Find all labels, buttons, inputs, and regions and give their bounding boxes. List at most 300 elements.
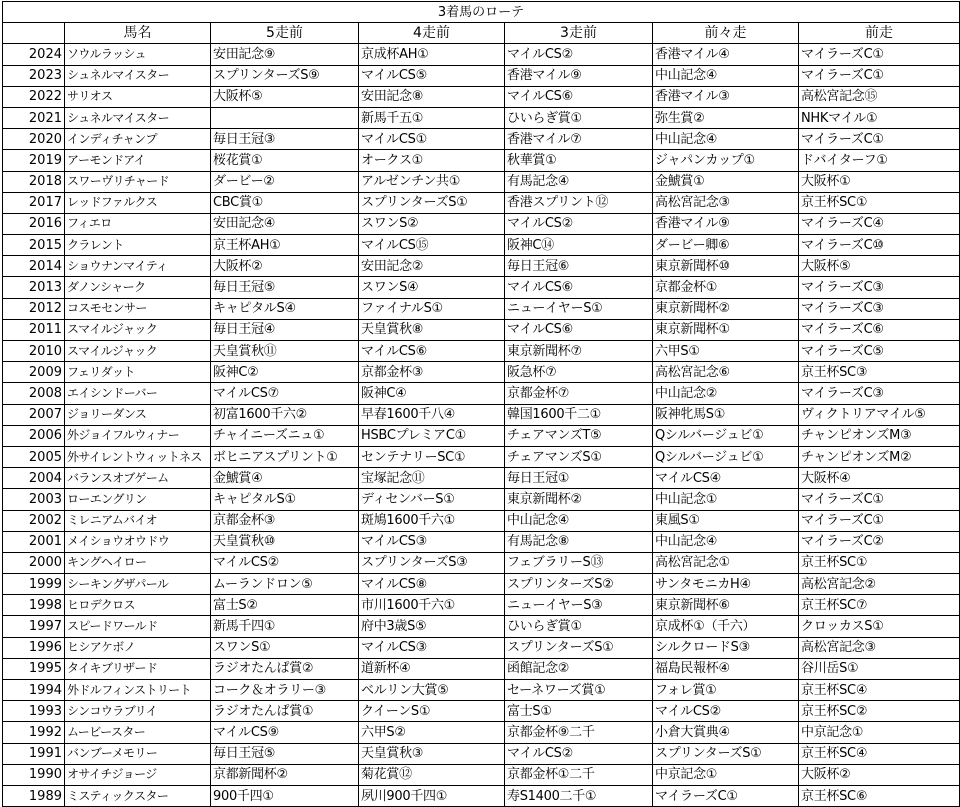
year-cell: 2011 <box>3 319 65 340</box>
horse-name-cell: ミレニアムバイオ <box>65 510 211 531</box>
last-race-cell: マイラーズC③ <box>799 277 960 298</box>
race-4-ago-cell: 府中3歳S⑤ <box>359 616 505 637</box>
table-row <box>3 489 960 510</box>
race-3-ago-cell: 有馬記念⑧ <box>505 531 653 552</box>
race-4-ago-cell: スワンS④ <box>359 277 505 298</box>
year-cell: 2003 <box>3 489 65 510</box>
horse-name-cell: ヒロデクロス <box>65 595 211 616</box>
race-4-ago-cell: オークス① <box>359 150 505 171</box>
horse-name-cell: キングヘイロー <box>65 552 211 573</box>
race-5-ago-cell: 京王杯AH① <box>211 235 359 256</box>
race-3-ago-cell: マイルCS② <box>505 213 653 234</box>
race-3-ago-cell: ニューイヤーS③ <box>505 595 653 616</box>
race-5-ago-cell: チャイニーズニュ① <box>211 425 359 446</box>
last-race-cell: 高松宮記念⑮ <box>799 86 960 107</box>
race-3-ago-cell: チェアマンズS① <box>505 446 653 467</box>
last-race-cell: マイラーズC② <box>799 531 960 552</box>
race-2-ago-cell: 金鯱賞① <box>653 171 799 192</box>
last-race-cell: 京王杯SC① <box>799 552 960 573</box>
last-race-cell: チャンピオンズM③ <box>799 425 960 446</box>
race-5-ago-cell: 京都新聞杯② <box>211 764 359 785</box>
year-cell: 2001 <box>3 531 65 552</box>
race-4-ago-cell: マイルCS⑤ <box>359 65 505 86</box>
last-race-cell: マイラーズC① <box>799 44 960 65</box>
table-row <box>3 680 960 701</box>
race-4-ago-cell: 新馬千五① <box>359 107 505 128</box>
last-race-cell: ヴィクトリアマイル⑤ <box>799 404 960 425</box>
race-2-ago-cell: 中京記念① <box>653 764 799 785</box>
race-4-ago-cell: 斑鳩1600千六① <box>359 510 505 531</box>
race-2-ago-cell: スプリンターズS① <box>653 743 799 764</box>
last-race-cell: 京王杯SC② <box>799 701 960 722</box>
race-2-ago-cell: 弥生賞② <box>653 107 799 128</box>
race-3-ago-cell: ひいらぎ賞① <box>505 616 653 637</box>
horse-name-cell: ローエングリン <box>65 489 211 510</box>
last-race-cell: マイラーズC① <box>799 510 960 531</box>
table-row <box>3 213 960 234</box>
table-row <box>3 637 960 658</box>
race-4-ago-cell: マイルCS① <box>359 129 505 150</box>
race-4-ago-cell: クイーンS① <box>359 701 505 722</box>
race-3-ago-cell: スプリンターズS① <box>505 637 653 658</box>
table-row <box>3 171 960 192</box>
race-3-ago-cell: 毎日王冠⑥ <box>505 256 653 277</box>
race-3-ago-cell: 香港マイル⑨ <box>505 65 653 86</box>
race-4-ago-cell: 宝塚記念⑪ <box>359 468 505 489</box>
race-5-ago-cell: 毎日王冠⑤ <box>211 743 359 764</box>
horse-name-cell: スワーヴリチャード <box>65 171 211 192</box>
race-5-ago-cell: 富士S② <box>211 595 359 616</box>
table-row <box>3 150 960 171</box>
race-4-ago-cell: マイルCS③ <box>359 637 505 658</box>
race-3-ago-cell: 京都金杯①二千 <box>505 764 653 785</box>
table-row <box>3 341 960 362</box>
race-3-ago-cell: 京都金杯⑨二千 <box>505 722 653 743</box>
last-race-cell: 大阪杯⑤ <box>799 256 960 277</box>
race-4-ago-cell: 夙川900千四① <box>359 785 505 806</box>
race-3-ago-cell: マイルCS⑥ <box>505 86 653 107</box>
table-row <box>3 468 960 489</box>
table-row <box>3 256 960 277</box>
race-3-ago-cell: マイルCS⑥ <box>505 277 653 298</box>
race-4-ago-cell: マイルCS⑥ <box>359 341 505 362</box>
last-race-cell: マイラーズC③ <box>799 383 960 404</box>
race-4-ago-cell: マイルCS⑮ <box>359 235 505 256</box>
last-race-cell: 京王杯SC④ <box>799 743 960 764</box>
race-5-ago-cell: 毎日王冠③ <box>211 129 359 150</box>
race-5-ago-cell: ボヒニアスプリント① <box>211 446 359 467</box>
table-row <box>3 129 960 150</box>
race-4-ago-cell: 菊花賞⑫ <box>359 764 505 785</box>
race-2-ago-cell: マイルCS② <box>653 701 799 722</box>
year-cell: 2008 <box>3 383 65 404</box>
year-cell: 1997 <box>3 616 65 637</box>
race-3-ago-cell: マイルCS⑥ <box>505 319 653 340</box>
year-cell: 1992 <box>3 722 65 743</box>
race-4-ago-cell: 道新杯④ <box>359 658 505 679</box>
horse-name-cell: アーモンドアイ <box>65 150 211 171</box>
race-2-ago-cell: 東京新聞杯⑩ <box>653 256 799 277</box>
last-race-cell: マイラーズC① <box>799 129 960 150</box>
race-2-ago-cell: 中山記念④ <box>653 65 799 86</box>
horse-name-cell: ジョリーダンス <box>65 404 211 425</box>
horse-name-cell: スマイルジャック <box>65 341 211 362</box>
horse-name-cell: タイキブリザード <box>65 658 211 679</box>
last-race-cell: 中京記念① <box>799 722 960 743</box>
race-2-ago-cell: Qシルバージュビ① <box>653 425 799 446</box>
table-row <box>3 107 960 128</box>
race-3-ago-cell: チェアマンズT⑤ <box>505 425 653 446</box>
race-2-ago-cell: 中山記念④ <box>653 531 799 552</box>
race-5-ago-cell: 大阪杯② <box>211 256 359 277</box>
year-cell: 2023 <box>3 65 65 86</box>
race-2-ago-cell: 香港マイル③ <box>653 86 799 107</box>
race-5-ago-cell: 天皇賞秋⑩ <box>211 531 359 552</box>
race-5-ago-cell: コーク＆オラリー③ <box>211 680 359 701</box>
year-cell: 1989 <box>3 785 65 806</box>
horse-name-cell: 外ジョイフルウィナー <box>65 425 211 446</box>
year-cell: 2012 <box>3 298 65 319</box>
horse-name-cell: クラレント <box>65 235 211 256</box>
race-5-ago-cell: 安田記念④ <box>211 213 359 234</box>
horse-name-cell: メイショウオウドウ <box>65 531 211 552</box>
table-row <box>3 574 960 595</box>
race-3-ago-cell: 函館記念② <box>505 658 653 679</box>
table-row <box>3 277 960 298</box>
race-2-ago-cell: ジャパンカップ① <box>653 150 799 171</box>
table-row <box>3 595 960 616</box>
race-3-ago-cell: 韓国1600千二① <box>505 404 653 425</box>
table-row <box>3 743 960 764</box>
year-cell: 1993 <box>3 701 65 722</box>
race-3-ago-cell: ひいらぎ賞① <box>505 107 653 128</box>
race-4-ago-cell: 六甲S② <box>359 722 505 743</box>
year-cell: 1991 <box>3 743 65 764</box>
race-5-ago-cell: マイルCS⑦ <box>211 383 359 404</box>
race-2-ago-cell: フォレ賞① <box>653 680 799 701</box>
table-row <box>3 425 960 446</box>
race-4-ago-cell: スワンS② <box>359 213 505 234</box>
horse-name-cell: バンブーメモリー <box>65 743 211 764</box>
last-race-cell: 大阪杯② <box>799 764 960 785</box>
last-race-cell: マイラーズC⑤ <box>799 341 960 362</box>
year-cell: 1998 <box>3 595 65 616</box>
last-race-cell: 大阪杯④ <box>799 468 960 489</box>
horse-name-cell: 外サイレントウィットネス <box>65 446 211 467</box>
race-2-ago-cell: 高松宮記念③ <box>653 192 799 213</box>
race-2-ago-cell: 阪神牝馬S① <box>653 404 799 425</box>
year-cell: 2020 <box>3 129 65 150</box>
race-5-ago-cell: スプリンターズS⑨ <box>211 65 359 86</box>
race-2-ago-cell: シルクロードS③ <box>653 637 799 658</box>
horse-name-cell: ダノンシャーク <box>65 277 211 298</box>
race-5-ago-cell: 900千四① <box>211 785 359 806</box>
table-row <box>3 362 960 383</box>
horse-name-cell: ソウルラッシュ <box>65 44 211 65</box>
last-race-cell: NHKマイル① <box>799 107 960 128</box>
horse-name-cell: ショウナンマイティ <box>65 256 211 277</box>
race-5-ago-cell: 毎日王冠④ <box>211 319 359 340</box>
race-3-ago-cell: 寿S1400二千① <box>505 785 653 806</box>
table-row <box>3 531 960 552</box>
horse-name-cell: サリオス <box>65 86 211 107</box>
race-4-ago-cell: 安田記念⑧ <box>359 86 505 107</box>
race-4-ago-cell: ディセンバーS① <box>359 489 505 510</box>
race-3-ago-cell: 香港スプリント⑫ <box>505 192 653 213</box>
last-race-cell: 高松宮記念③ <box>799 637 960 658</box>
race-3-ago-cell: 東京新聞杯⑦ <box>505 341 653 362</box>
last-race-cell: マイラーズC④ <box>799 213 960 234</box>
year-cell: 2021 <box>3 107 65 128</box>
race-4-ago-cell: 天皇賞秋③ <box>359 743 505 764</box>
race-2-ago-cell: ダービー卿⑥ <box>653 235 799 256</box>
race-2-ago-cell: 東風S① <box>653 510 799 531</box>
table-row <box>3 722 960 743</box>
last-race-cell: ドバイターフ① <box>799 150 960 171</box>
horse-name-cell: シュネルマイスター <box>65 107 211 128</box>
table-row <box>3 552 960 573</box>
last-race-cell: 京王杯SC⑦ <box>799 595 960 616</box>
table-row <box>3 235 960 256</box>
race-5-ago-cell: マイルCS⑨ <box>211 722 359 743</box>
table-row <box>3 701 960 722</box>
race-2-ago-cell: 福島民報杯④ <box>653 658 799 679</box>
year-cell: 2017 <box>3 192 65 213</box>
year-cell: 2000 <box>3 552 65 573</box>
last-race-cell: 高松宮記念② <box>799 574 960 595</box>
horse-name-cell: バランスオブゲーム <box>65 468 211 489</box>
horse-name-cell: シュネルマイスター <box>65 65 211 86</box>
horse-name-cell: コスモセンサー <box>65 298 211 319</box>
table-row <box>3 383 960 404</box>
table-row <box>3 785 960 806</box>
race-4-ago-cell: 阪神C④ <box>359 383 505 404</box>
last-race-cell: 谷川岳S① <box>799 658 960 679</box>
race-5-ago-cell: キャピタルS④ <box>211 298 359 319</box>
year-cell: 1996 <box>3 637 65 658</box>
race-3-ago-cell: 有馬記念④ <box>505 171 653 192</box>
horse-name-cell: シンコウラブリイ <box>65 701 211 722</box>
year-cell: 2006 <box>3 425 65 446</box>
race-3-ago-cell: 毎日王冠① <box>505 468 653 489</box>
header-horse-name: 馬名 <box>65 23 211 44</box>
last-race-cell: マイラーズC③ <box>799 298 960 319</box>
last-race-cell: 京王杯SC① <box>799 192 960 213</box>
table-row <box>3 658 960 679</box>
race-4-ago-cell: マイルCS③ <box>359 531 505 552</box>
year-cell: 2009 <box>3 362 65 383</box>
horse-name-cell: エイシンドーバー <box>65 383 211 404</box>
race-3-ago-cell: 香港マイル⑦ <box>505 129 653 150</box>
race-2-ago-cell: 東京新聞杯② <box>653 298 799 319</box>
year-cell: 2014 <box>3 256 65 277</box>
last-race-cell: 京王杯SC③ <box>799 362 960 383</box>
race-2-ago-cell: 京都金杯① <box>653 277 799 298</box>
header-2-races-ago: 前々走 <box>653 23 799 44</box>
year-cell: 1999 <box>3 574 65 595</box>
last-race-cell: 京王杯SC⑥ <box>799 785 960 806</box>
horse-name-cell: フィエロ <box>65 213 211 234</box>
horse-name-cell: レッドファルクス <box>65 192 211 213</box>
race-4-ago-cell: 天皇賞秋⑧ <box>359 319 505 340</box>
horse-name-cell: ミスティックスター <box>65 785 211 806</box>
year-cell: 2007 <box>3 404 65 425</box>
year-cell: 2004 <box>3 468 65 489</box>
race-2-ago-cell: 香港マイル④ <box>653 44 799 65</box>
header-row <box>3 23 960 44</box>
last-race-cell: マイラーズC① <box>799 65 960 86</box>
year-cell: 1990 <box>3 764 65 785</box>
race-2-ago-cell: 小倉大賞典④ <box>653 722 799 743</box>
race-4-ago-cell: ファイナルS① <box>359 298 505 319</box>
table-row <box>3 764 960 785</box>
header-last-race: 前走 <box>799 23 960 44</box>
year-cell: 2002 <box>3 510 65 531</box>
race-5-ago-cell: CBC賞① <box>211 192 359 213</box>
horse-name-cell: フェリダット <box>65 362 211 383</box>
table-row <box>3 192 960 213</box>
horse-name-cell: シーキングザパール <box>65 574 211 595</box>
table-row <box>3 446 960 467</box>
race-3-ago-cell: セーネワーズ賞① <box>505 680 653 701</box>
race-5-ago-cell: 天皇賞秋⑪ <box>211 341 359 362</box>
race-3-ago-cell: 富士S① <box>505 701 653 722</box>
race-4-ago-cell: スプリンターズS③ <box>359 552 505 573</box>
race-5-ago-cell: ムーランドロン⑤ <box>211 574 359 595</box>
race-2-ago-cell: マイラーズC① <box>653 785 799 806</box>
race-5-ago-cell: 京都金杯③ <box>211 510 359 531</box>
race-3-ago-cell: スプリンターズS② <box>505 574 653 595</box>
rotation-table <box>2 1 960 807</box>
race-4-ago-cell: HSBCプレミアC① <box>359 425 505 446</box>
race-5-ago-cell: スワンS① <box>211 637 359 658</box>
race-3-ago-cell: マイルCS② <box>505 743 653 764</box>
table-row <box>3 510 960 531</box>
race-4-ago-cell: 京成杯AH① <box>359 44 505 65</box>
year-cell: 2018 <box>3 171 65 192</box>
race-4-ago-cell: 京都金杯③ <box>359 362 505 383</box>
race-5-ago-cell: ダービー② <box>211 171 359 192</box>
race-2-ago-cell: 中山記念② <box>653 383 799 404</box>
table-row <box>3 404 960 425</box>
race-5-ago-cell: 毎日王冠⑤ <box>211 277 359 298</box>
race-3-ago-cell: 東京新聞杯② <box>505 489 653 510</box>
race-5-ago-cell: 阪神C② <box>211 362 359 383</box>
table-title: 3着馬のローテ <box>3 2 960 23</box>
horse-name-cell: スマイルジャック <box>65 319 211 340</box>
last-race-cell: クロッカスS① <box>799 616 960 637</box>
race-2-ago-cell: 東京新聞杯⑥ <box>653 595 799 616</box>
race-5-ago-cell: 金鯱賞④ <box>211 468 359 489</box>
race-5-ago-cell: 安田記念⑨ <box>211 44 359 65</box>
last-race-cell: 京王杯SC④ <box>799 680 960 701</box>
race-2-ago-cell: Qシルバージュビ① <box>653 446 799 467</box>
table-row <box>3 86 960 107</box>
table-row <box>3 616 960 637</box>
race-4-ago-cell: 安田記念② <box>359 256 505 277</box>
year-cell: 2015 <box>3 235 65 256</box>
header-3-races-ago: 3走前 <box>505 23 653 44</box>
race-5-ago-cell: マイルCS② <box>211 552 359 573</box>
horse-name-cell: ムービースター <box>65 722 211 743</box>
race-3-ago-cell: 中山記念④ <box>505 510 653 531</box>
header-year <box>3 23 65 44</box>
last-race-cell: 大阪杯① <box>799 171 960 192</box>
race-2-ago-cell: 六甲S① <box>653 341 799 362</box>
table-row <box>3 44 960 65</box>
year-cell: 2019 <box>3 150 65 171</box>
race-4-ago-cell: 市川1600千六① <box>359 595 505 616</box>
year-cell: 2010 <box>3 341 65 362</box>
race-4-ago-cell: ベルリン大賞⑤ <box>359 680 505 701</box>
last-race-cell: チャンピオンズM② <box>799 446 960 467</box>
race-5-ago-cell: キャピタルS① <box>211 489 359 510</box>
race-2-ago-cell: サンタモニカH④ <box>653 574 799 595</box>
header-4-races-ago: 4走前 <box>359 23 505 44</box>
race-2-ago-cell: 中山記念④ <box>653 129 799 150</box>
last-race-cell: マイラーズC① <box>799 489 960 510</box>
table-body <box>3 44 960 807</box>
race-3-ago-cell: 秋華賞① <box>505 150 653 171</box>
horse-name-cell: オサイチジョージ <box>65 764 211 785</box>
horse-name-cell: 外ドルフィンストリート <box>65 680 211 701</box>
race-5-ago-cell: ラジオたんぱ賞① <box>211 701 359 722</box>
race-3-ago-cell: 阪急杯⑦ <box>505 362 653 383</box>
race-4-ago-cell: センテナリーSC① <box>359 446 505 467</box>
race-3-ago-cell: フェブラリーS⑬ <box>505 552 653 573</box>
last-race-cell: マイラーズC⑥ <box>799 319 960 340</box>
race-3-ago-cell: マイルCS② <box>505 44 653 65</box>
year-cell: 1994 <box>3 680 65 701</box>
race-5-ago-cell: 桜花賞① <box>211 150 359 171</box>
race-2-ago-cell: 東京新聞杯① <box>653 319 799 340</box>
header-5-races-ago: 5走前 <box>211 23 359 44</box>
year-cell: 2013 <box>3 277 65 298</box>
race-5-ago-cell: 新馬千四① <box>211 616 359 637</box>
race-3-ago-cell: 阪神C⑭ <box>505 235 653 256</box>
horse-name-cell: インディチャンプ <box>65 129 211 150</box>
race-4-ago-cell: スプリンターズS① <box>359 192 505 213</box>
race-2-ago-cell: 香港マイル⑨ <box>653 213 799 234</box>
race-2-ago-cell: 中山記念① <box>653 489 799 510</box>
year-cell: 1995 <box>3 658 65 679</box>
race-2-ago-cell: 高松宮記念⑥ <box>653 362 799 383</box>
race-4-ago-cell: マイルCS⑧ <box>359 574 505 595</box>
race-5-ago-cell: 初富1600千六② <box>211 404 359 425</box>
year-cell: 2024 <box>3 44 65 65</box>
year-cell: 2016 <box>3 213 65 234</box>
horse-name-cell: スピードワールド <box>65 616 211 637</box>
race-2-ago-cell: 高松宮記念① <box>653 552 799 573</box>
horse-name-cell: ヒシアケボノ <box>65 637 211 658</box>
table-row <box>3 65 960 86</box>
last-race-cell: マイラーズC⑩ <box>799 235 960 256</box>
race-2-ago-cell: マイルCS④ <box>653 468 799 489</box>
race-2-ago-cell: 京成杯①（千六） <box>653 616 799 637</box>
race-3-ago-cell: 京都金杯⑦ <box>505 383 653 404</box>
year-cell: 2005 <box>3 446 65 467</box>
race-4-ago-cell: アルゼンチン共① <box>359 171 505 192</box>
race-5-ago-cell: ラジオたんぱ賞② <box>211 658 359 679</box>
race-5-ago-cell <box>211 107 359 128</box>
table-row <box>3 319 960 340</box>
race-5-ago-cell: 大阪杯⑤ <box>211 86 359 107</box>
race-3-ago-cell: ニューイヤーS① <box>505 298 653 319</box>
title-row <box>3 2 960 23</box>
table-row <box>3 298 960 319</box>
race-4-ago-cell: 早春1600千八④ <box>359 404 505 425</box>
year-cell: 2022 <box>3 86 65 107</box>
